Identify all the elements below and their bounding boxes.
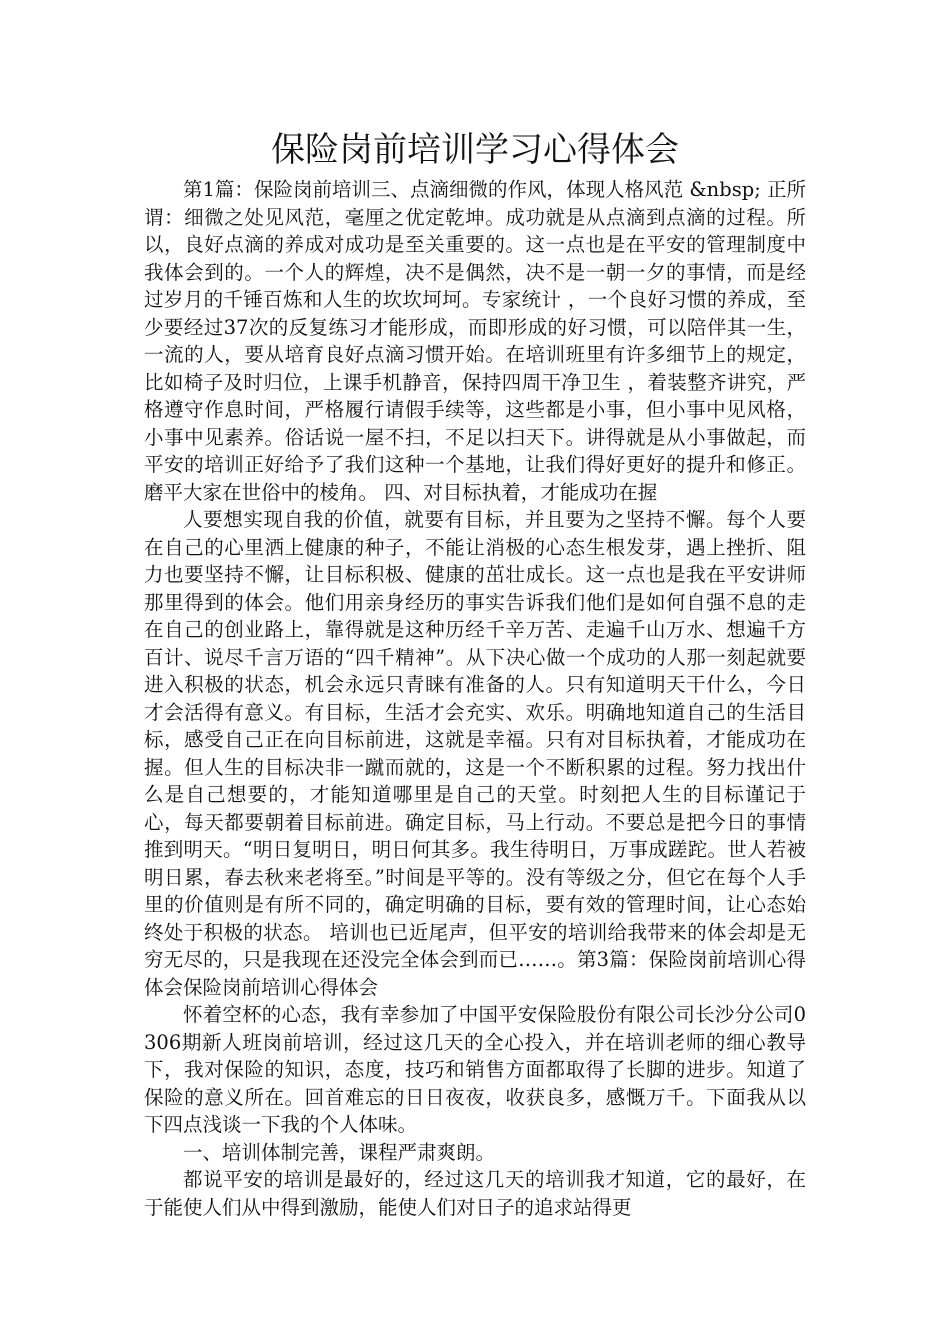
document-title: 保险岗前培训学习心得体会 bbox=[271, 130, 679, 170]
paragraph-1: 第1篇：保险岗前培训三、点滴细微的作风，体现人格风范 &nbsp; 正所谓：细微之处见风范，毫厘之优定乾坤。成功就是从点滴到点滴的过程。所以，良好点滴的养成对成功是至关重要的。这一点也是在平安的管理制度中我体会到的。一个人的辉煌，决不是偶然，决不是一朝一夕的事情，而是经过岁月的千锤百炼和人生的坎坎坷坷。专家统计 ，一个良好习惯的养成，至少要经过37次的反复练习才能形成，而即形成的好习惯，可以陪伴其一生，一流的人，要从培育良好点滴习惯开始。在培训班里有许多细节上的规定，比如椅子及时归位，上课手机静音，保持四周干净卫生 ，着装整齐讲究，严格遵守作息时间，严格履行请假手续等，这些都是小事，但小事中见风格，小事中见素养。俗话说一屋不扫，不足以扫天下。讲得就是从小事做起，而平安的培训正好给予了我们这种一个基地，让我们得好更好的提升和修正。磨平大家在世俗中的棱角。 四、对目标执着，才能成功在握 bbox=[144, 178, 806, 504]
paragraph-5: 都说平安的培训是最好的，经过这几天的培训我才知道，它的最好，在于能使人们从中得到激励，能使人们对日子的追求站得更 bbox=[144, 1168, 806, 1219]
paragraph-4: 一、培训体制完善，课程严肃爽朗。 bbox=[183, 1140, 496, 1164]
document-body bbox=[144, 176, 806, 1221]
paragraph-3: 怀着空杯的心态，我有幸参加了中国平安保险股份有限公司长沙分公司0306期新人班岗前培训，经过这几天的全心投入，并在培训老师的细心教导下，我对保险的知识，态度，技巧和销售方面都取得了长脚的进步。知道了保险的意义所在。回首难忘的日日夜夜，收获良多，感慨万千。下面我从以下四点浅谈一下我的个人体味。 bbox=[144, 1003, 806, 1136]
paragraph-2: 人要想实现自我的价值，就要有目标，并且要为之坚持不懈。每个人要在自己的心里洒上健康的种子，不能让消极的心态生根发芽，遇上挫折、阻力也要坚持不懈，让目标积极、健康的茁壮成长。这一点也是我在平安讲师那里得到的体会。他们用亲身经历的事实告诉我们他们是如何自强不息的走在自己的创业路上，靠得就是这种历经千辛万苦、走遍千山万水、想遍千方百计、说尽千言万语的“四千精神”。从下决心做一个成功的人那一刻起就要进入积极的状态，机会永远只青睐有准备的人。只有知道明天干什么，今日才会活得有意义。有目标，生活才会充实、欢乐。明确地知道自己的生活目标，感受自己正在向目标前进，这就是幸福。只有对目标执着，才能成功在握。但人生的目标决非一蹴而就的，这是一个不断积累的过程。努力找出什么是自己想要的，才能知道哪里是自己的天堂。时刻把人生的目标谨记于心，每天都要朝着目标前进。确定目标，马上行动。不要总是把今日的事情推到明天。“明日复明日，明日何其多。我生待明日，万事成蹉跎。世人若被明日累，春去秋来老将至。”时间是平等的。没有等级之分，但它在每个人手里的价值则是有所不同的，确定明确的目标，要有效的管理时间，让心态始终处于积极的状态。 培训也已近尾声，但平安的培训给我带来的体会却是无穷无尽的，只是我现在还没完全体会到而已……。第3篇：保险岗前培训心得体会保险岗前培训心得体会 bbox=[144, 508, 806, 999]
